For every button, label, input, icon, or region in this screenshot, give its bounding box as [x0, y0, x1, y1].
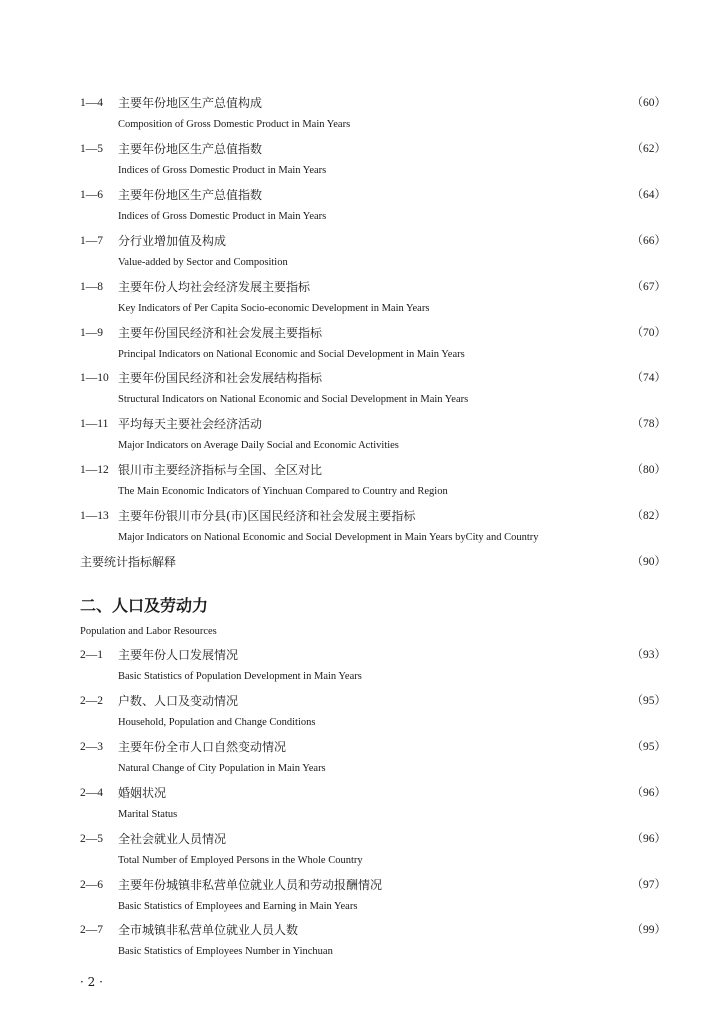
toc-entry[interactable] [80, 414, 666, 434]
entry-title: 全社会就业人员情况 [118, 831, 227, 846]
entry-title: 主要统计指标解释 [80, 555, 177, 569]
toc-entry[interactable] [80, 368, 666, 388]
entry-number: 1—12 [80, 464, 109, 477]
entry-number: 2—6 [80, 878, 103, 891]
entry-title: 平均每天主要社会经济活动 [118, 417, 263, 432]
entry-page: （74） [631, 372, 666, 385]
entry-title: 主要年份人口发展情况 [118, 648, 239, 662]
page-number: · 2 · [80, 975, 103, 989]
entry-page: （90） [631, 556, 666, 568]
dot-leader [172, 783, 625, 803]
toc-entry[interactable] [80, 460, 666, 480]
entry-title-en: Total Number of Employed Persons in the Whole Country [118, 854, 363, 866]
entry-page: （62） [631, 142, 666, 155]
dot-leader [388, 875, 625, 895]
entry-title-en: Household, Population and Change Conditions [118, 716, 316, 728]
toc-entry[interactable] [80, 231, 666, 251]
entry-page: （78） [631, 418, 666, 431]
entry-page: （70） [631, 326, 666, 339]
entry-title: 主要年份地区生产总值指数 [118, 187, 263, 202]
entry-title: 主要年份银川市分县(市)区国民经济和社会发展主要指标 [118, 509, 416, 524]
dot-leader [292, 737, 625, 757]
entry-title-en: The Main Economic Indicators of Yinchuan Compared to Country and Region [118, 486, 448, 498]
toc-entry[interactable] [80, 552, 666, 572]
dot-leader [316, 277, 625, 297]
dot-leader [304, 920, 625, 940]
entry-title: 主要年份人均社会经济发展主要指标 [118, 279, 311, 294]
dot-leader [268, 93, 625, 113]
entry-number: 1—7 [80, 234, 103, 247]
entry-number: 1—13 [80, 510, 109, 523]
section-title-en: Population and Labor Resources [80, 626, 217, 637]
entry-page: （95） [631, 694, 666, 707]
entry-page: （96） [631, 786, 666, 799]
entry-number: 2—2 [80, 694, 103, 707]
entry-title-en: Basic Statistics of Population Development in Main Years [118, 671, 362, 682]
entry-title-en: Indices of Gross Domestic Product in Main Years [118, 210, 327, 222]
entry-page: （64） [631, 188, 666, 201]
toc-entry[interactable] [80, 783, 666, 803]
entry-title: 主要年份国民经济和社会发展主要指标 [118, 325, 323, 340]
entry-title-en: Natural Change of City Population in Main Years [118, 762, 326, 774]
entry-number: 2—4 [80, 786, 103, 799]
entry-page: （67） [631, 280, 666, 293]
entry-number: 1—10 [80, 372, 109, 385]
entry-title-en: Basic Statistics of Employees Number in Yinchuan [118, 946, 333, 958]
entry-title: 主要年份全市人口自然变动情况 [118, 739, 287, 754]
entry-page: （96） [631, 832, 666, 845]
entry-page: （95） [631, 740, 666, 753]
toc-entry[interactable] [80, 829, 666, 849]
entry-title-en: Basic Statistics of Employees and Earning in Main Years [118, 900, 358, 912]
dot-leader [232, 231, 625, 251]
entry-number: 1—6 [80, 188, 103, 201]
entry-title: 主要年份地区生产总值指数 [118, 141, 263, 156]
dot-leader [268, 139, 625, 159]
entry-title-en: Composition of Gross Domestic Product in Main Years [118, 119, 351, 130]
entry-title-en: Value-added by Sector and Composition [118, 256, 288, 268]
dot-leader [244, 645, 625, 665]
dot-leader [268, 185, 625, 205]
dot-leader [244, 691, 625, 711]
dot-leader [232, 829, 625, 849]
toc-entry[interactable] [80, 506, 666, 526]
toc-entry[interactable] [80, 139, 666, 159]
toc-entry[interactable] [80, 875, 666, 895]
entry-title: 婚姻状况 [118, 785, 167, 800]
entry-number: 1—11 [80, 418, 109, 431]
entry-number: 2—1 [80, 649, 103, 661]
entry-number: 1—8 [80, 280, 103, 293]
entry-title: 主要年份城镇非私营单位就业人员和劳动报酬情况 [118, 877, 383, 892]
dot-leader [328, 368, 625, 388]
toc-entry[interactable] [80, 920, 666, 940]
dot-leader [421, 506, 625, 526]
entry-number: 1—9 [80, 326, 103, 339]
toc-entry[interactable] [80, 277, 666, 297]
entry-page: （97） [631, 878, 666, 891]
entry-page: （60） [631, 97, 666, 109]
entry-title-en: Principal Indicators on National Economic and Social Development in Main Years [118, 348, 465, 360]
dot-leader [182, 552, 625, 572]
entry-title: 银川市主要经济指标与全国、全区对比 [118, 463, 323, 478]
entry-number: 2—3 [80, 740, 103, 753]
entry-title-en: Indices of Gross Domestic Product in Main Years [118, 164, 327, 176]
toc-entry[interactable] [80, 323, 666, 343]
toc-entry[interactable] [80, 185, 666, 205]
entry-number: 1—5 [80, 142, 103, 155]
section-title: 二、人口及劳动力 [80, 596, 209, 615]
entry-number: 2—7 [80, 924, 103, 937]
entry-page: （99） [631, 924, 666, 937]
entry-title-en: Key Indicators of Per Capita Socio-economic Development in Main Years [118, 302, 430, 314]
entry-title: 全市城镇非私营单位就业人员人数 [118, 923, 299, 938]
entry-title-en: Structural Indicators on National Economic and Social Development in Main Years [118, 394, 469, 406]
toc-entry[interactable] [80, 93, 666, 113]
entry-page: （80） [631, 464, 666, 477]
toc-entry[interactable] [80, 737, 666, 757]
entry-title: 户数、人口及变动情况 [118, 693, 239, 708]
entry-title-en: Major Indicators on Average Daily Social and Economic Activities [118, 440, 399, 452]
dot-leader [328, 460, 625, 480]
entry-page: （82） [631, 510, 666, 523]
entry-title-en: Marital Status [118, 808, 178, 820]
entry-title: 主要年份国民经济和社会发展结构指标 [118, 371, 323, 386]
entry-number: 1—4 [80, 97, 103, 109]
toc-entry[interactable] [80, 691, 666, 711]
entry-page: （93） [631, 649, 666, 661]
toc-entry[interactable] [80, 645, 666, 665]
entry-title: 主要年份地区生产总值构成 [118, 96, 263, 110]
dot-leader [328, 323, 625, 343]
entry-number: 2—5 [80, 832, 103, 845]
entry-title: 分行业增加值及构成 [118, 233, 227, 248]
entry-title-en: Major Indicators on National Economic and Social Development in Main Years byCity and Country [118, 532, 539, 544]
dot-leader [268, 414, 625, 434]
entry-page: （66） [631, 234, 666, 247]
